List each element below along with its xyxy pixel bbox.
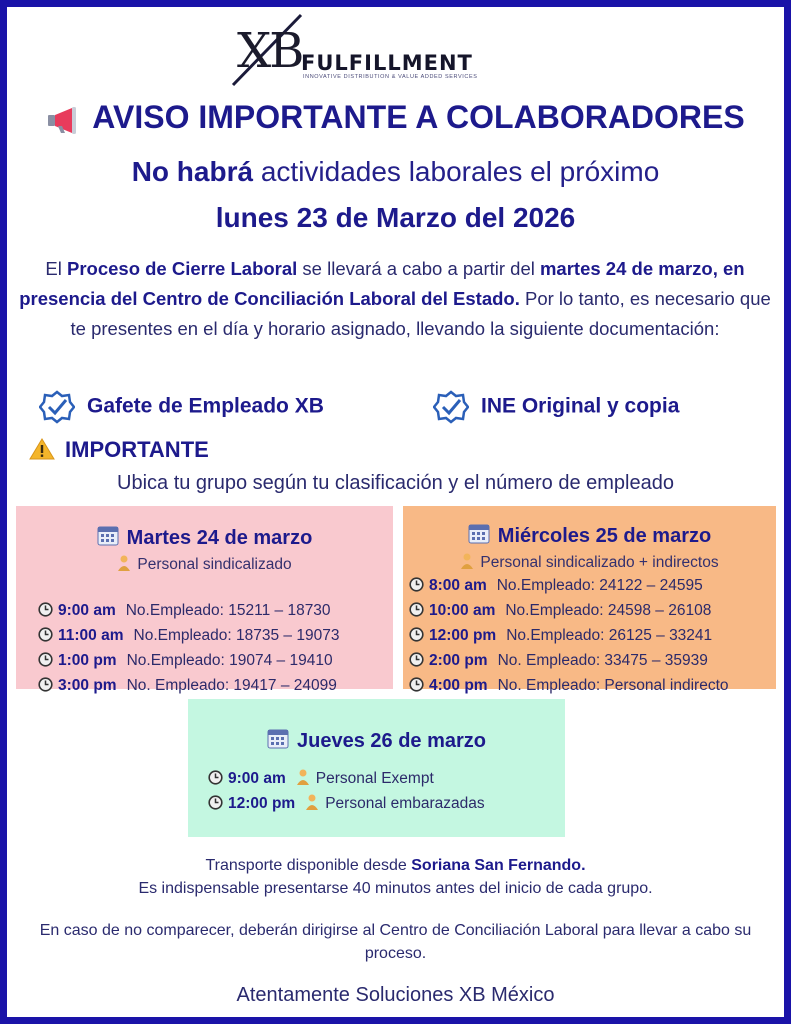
logo-wordmark: FULFILLMENT	[301, 51, 473, 75]
day-title	[188, 727, 565, 753]
clock-icon	[409, 577, 424, 592]
transport-location: Soriana San Fernando.	[411, 857, 586, 874]
slot-info: No. Empleado: 33475 – 35939	[497, 652, 708, 669]
group-text: Personal sindicalizado	[137, 556, 292, 573]
schedule-wednesday	[403, 506, 776, 694]
clock-icon	[409, 652, 424, 667]
notice-title: AVISO IMPORTANTE A COLABORADORES	[92, 99, 745, 135]
clock-icon	[38, 602, 53, 617]
signature: Atentamente Soluciones XB México	[236, 984, 555, 1006]
slot-info: No. Empleado: Personal indirecto	[497, 677, 729, 694]
slot-info: No.Empleado: 24598 – 26108	[505, 602, 712, 619]
clock-icon	[208, 795, 223, 810]
schedule-slot	[409, 627, 712, 645]
clock-icon	[409, 627, 424, 642]
clock-icon	[38, 677, 53, 692]
para-text-2: se llevará a cabo a partir del	[297, 258, 540, 279]
requirement-label: Gafete de Empleado XB	[87, 394, 324, 418]
closure-paragraph	[15, 254, 775, 344]
schedule-slot	[38, 627, 339, 645]
notice-title-row	[7, 99, 784, 136]
day-title	[16, 524, 393, 550]
schedule-slot	[409, 602, 711, 620]
logo-xb: XB	[237, 23, 303, 79]
clock-icon	[409, 602, 424, 617]
person-icon	[296, 769, 310, 785]
slot-info: No.Empleado: 15211 – 18730	[125, 602, 331, 619]
slot-time: 4:00 pm	[429, 677, 488, 694]
warning-icon	[29, 438, 55, 460]
important-label: IMPORTANTE	[65, 437, 209, 462]
schedule-slot	[409, 652, 708, 670]
absence-warning: En caso de no comparecer, deberán dirigirse al Centro de Conciliación Laboral para llevar a cabo su proceso.	[39, 922, 752, 962]
slot-time: 10:00 am	[429, 602, 496, 619]
para-text-3: Por lo tanto, es necesario que te presentes en el día y horario asignado, llevando la siguiente documentación:	[70, 288, 771, 339]
calendar-icon	[267, 727, 289, 749]
group-label	[403, 553, 776, 572]
transport-line-1	[7, 854, 784, 877]
slot-info: Personal Exempt	[315, 770, 434, 787]
slot-time: 8:00 am	[429, 577, 487, 594]
day-title-text: Martes 24 de marzo	[126, 527, 313, 549]
slot-time: 1:00 pm	[58, 652, 117, 669]
clock-icon	[409, 677, 424, 692]
schedule-slot	[208, 794, 485, 813]
logo-tagline: INNOVATIVE DISTRIBUTION & VALUE ADDED SERVICES	[303, 74, 478, 80]
schedule-tuesday	[16, 506, 393, 694]
checkmark-icon	[39, 390, 75, 424]
group-label	[16, 555, 393, 574]
transport-info	[7, 854, 784, 900]
transport-text: Transporte disponible desde	[205, 857, 412, 874]
group-text: Personal sindicalizado + indirectos	[480, 554, 719, 571]
day-title-text: Jueves 26 de marzo	[297, 730, 486, 752]
schedule-slot	[38, 602, 331, 620]
para-bold-1: Proceso de Cierre Laboral	[66, 258, 298, 279]
megaphone-icon	[46, 105, 82, 135]
schedule-slot	[409, 677, 729, 695]
slot-info: No. Empleado: 19417 – 24099	[126, 677, 337, 694]
no-activity-date: lunes 23 de Marzo del 2026	[215, 202, 576, 233]
important-heading	[29, 437, 209, 463]
para-text-1: El	[45, 258, 67, 279]
slot-time: 2:00 pm	[429, 652, 488, 669]
clock-icon	[38, 627, 53, 642]
slot-time: 3:00 pm	[58, 677, 117, 694]
person-icon	[460, 553, 474, 569]
slot-info: No.Empleado: 19074 – 19410	[126, 652, 333, 669]
schedule-slot	[38, 677, 337, 695]
no-activity-rest: actividades laborales el próximo	[253, 156, 660, 187]
person-icon	[117, 555, 131, 571]
slot-time: 12:00 pm	[228, 795, 296, 812]
slot-time: 9:00 am	[228, 770, 286, 787]
slot-info: Personal embarazadas	[325, 795, 485, 812]
schedule-slot	[208, 769, 434, 788]
day-title-text: Miércoles 25 de marzo	[497, 525, 712, 547]
slot-info: No.Empleado: 18735 – 19073	[133, 627, 340, 644]
no-activity-line	[7, 156, 784, 188]
important-subtitle: Ubica tu grupo según tu clasificación y el número de empleado	[117, 472, 674, 494]
requirement-badge	[39, 390, 324, 424]
slot-time: 9:00 am	[58, 602, 116, 619]
clock-icon	[38, 652, 53, 667]
notice-page	[7, 7, 784, 1017]
clock-icon	[208, 770, 223, 785]
calendar-icon	[97, 524, 119, 546]
para-bold-2: martes 24 de marzo, en presencia del Centro de Conciliación Laboral del Estado.	[19, 258, 745, 309]
day-title	[403, 522, 776, 548]
schedule-slot	[38, 652, 333, 670]
slot-info: No.Empleado: 26125 – 33241	[506, 627, 713, 644]
requirement-label: INE Original y copia	[481, 394, 680, 418]
calendar-icon	[468, 522, 490, 544]
company-logo	[227, 11, 537, 89]
slot-time: 12:00 pm	[429, 627, 497, 644]
schedule-slot	[409, 577, 703, 595]
requirement-ine	[433, 390, 679, 424]
no-activity-bold: No habrá	[131, 156, 254, 187]
checkmark-icon	[433, 390, 469, 424]
schedule-thursday	[188, 699, 565, 837]
person-icon	[305, 794, 319, 810]
slot-time: 11:00 am	[58, 627, 124, 644]
slot-info: No.Empleado: 24122 – 24595	[496, 577, 703, 594]
transport-line-2: Es indispensable presentarse 40 minutos antes del inicio de cada grupo.	[138, 880, 653, 897]
